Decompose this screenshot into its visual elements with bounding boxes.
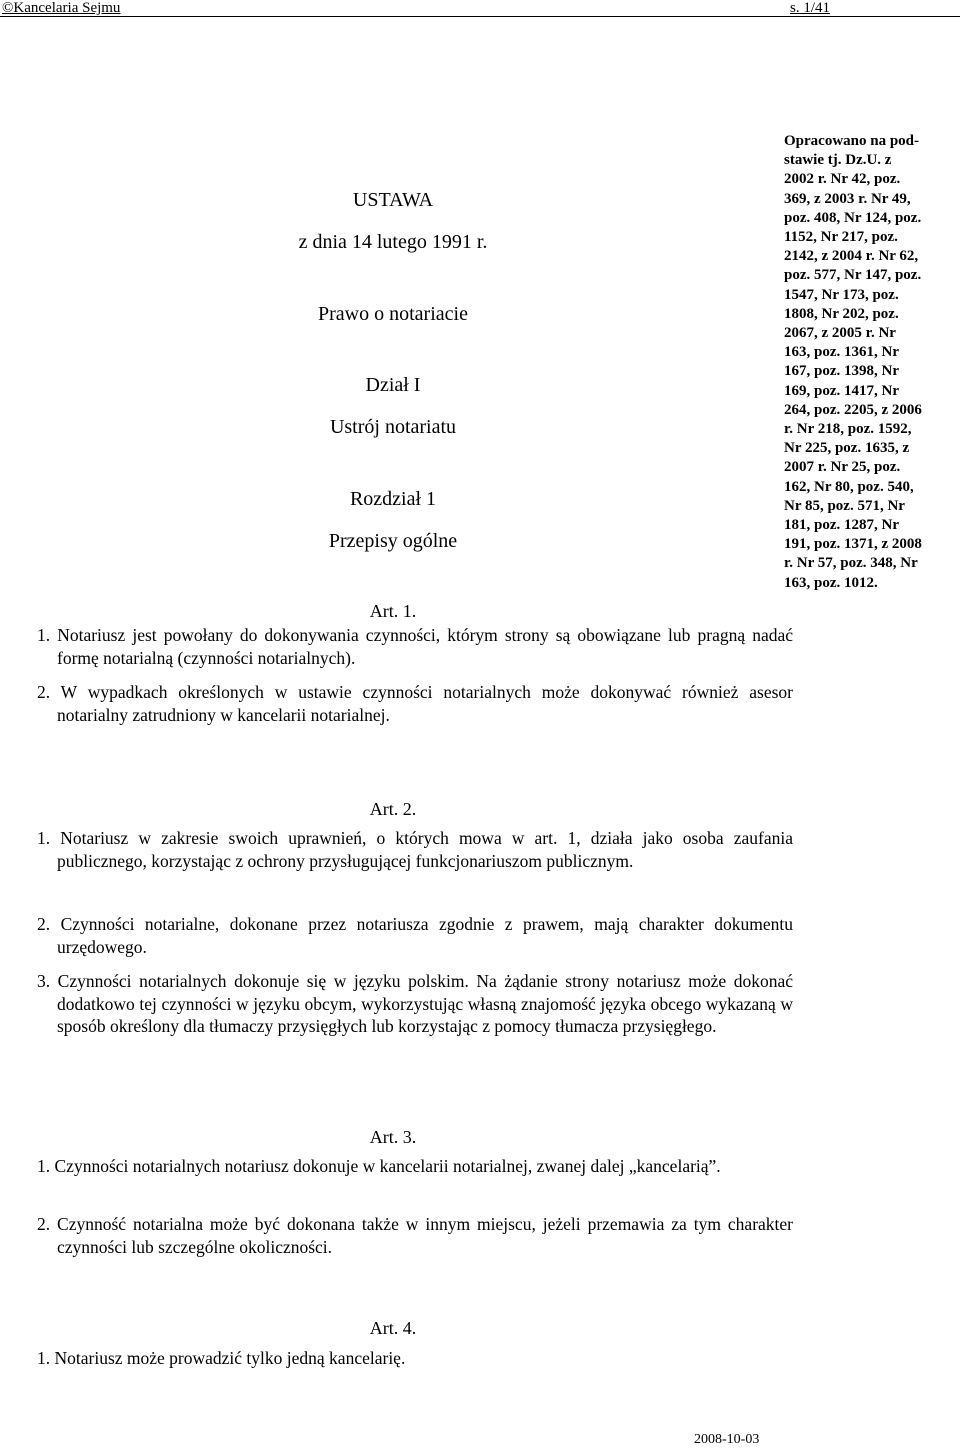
article-1-paragraph-2: 2. W wypadkach określonych w ustawie czynności notarialnych może dokonywać również asesor notarialny zatrudniony w kancelarii notarialnej. (37, 682, 793, 725)
article-4-heading: Art. 4. (369, 1318, 417, 1338)
note-line: 369, z 2003 r. Nr 49, (784, 190, 911, 207)
note-line: 1152, Nr 217, poz. (784, 229, 898, 246)
note-line: Nr 85, poz. 571, Nr (784, 497, 905, 514)
note-line: 2007 r. Nr 25, poz. (784, 459, 901, 476)
act-name: Prawo o notariacie (318, 303, 468, 325)
note-line: 264, poz. 2205, z 2006 (784, 401, 922, 418)
article-3-paragraph-2: 2. Czynność notarialna może być dokonana także w innym miejscu, jeżeli przemawia za tym charakter czynności lub szczególne okoliczności. (37, 1214, 793, 1257)
document-date: 2008-10-03 (694, 1432, 760, 1447)
note-line: poz. 408, Nr 124, poz. (784, 209, 922, 226)
note-line: r. Nr 57, poz. 348, Nr (784, 555, 918, 572)
note-line: 1547, Nr 173, poz. (784, 286, 899, 303)
note-line: 2067, z 2005 r. Nr (784, 325, 896, 342)
note-line: 167, poz. 1398, Nr (784, 363, 899, 380)
article-3-heading: Art. 3. (369, 1127, 417, 1147)
note-line: r. Nr 218, poz. 1592, (784, 421, 912, 438)
note-line: 181, poz. 1287, Nr (784, 517, 899, 534)
note-line: 163, poz. 1361, Nr (784, 344, 899, 361)
division-heading: Dział I (365, 374, 421, 396)
note-line: 1808, Nr 202, poz. (784, 305, 899, 322)
note-line: 2002 r. Nr 42, poz. (784, 171, 901, 188)
note-line: 163, poz. 1012. (784, 574, 878, 591)
note-line: stawie tj. Dz.U. z (784, 152, 892, 169)
article-3-paragraph-1: 1. Czynności notarialnych notariusz dokonuje w kancelarii notarialnej, zwanej dalej „kancelarią”. (37, 1156, 721, 1176)
note-line: 162, Nr 80, poz. 540, (784, 478, 914, 495)
header-rule (0, 16, 960, 17)
article-2-paragraph-3: 3. Czynności notarialnych dokonuje się w języku polskim. Na żądanie strony notariusz może dokonać dodatkowo tej czynności w języku obcym, wykorzystując własną znajomość języka obcego wykazaną w sposób określony dla tłumaczy przysięgłych lub korzystając z pomocy tłumacza przysięgłego. (37, 971, 793, 1036)
note-line: Nr 225, poz. 1635, z (784, 440, 910, 457)
note-line: 2142, z 2004 r. Nr 62, (784, 248, 919, 265)
act-date: z dnia 14 lutego 1991 r. (298, 231, 488, 253)
division-title: Ustrój notariatu (329, 416, 457, 438)
article-4-paragraph-1: 1. Notariusz może prowadzić tylko jedną kancelarię. (37, 1348, 406, 1368)
article-2-paragraph-1: 1. Notariusz w zakresie swoich uprawnień, o których mowa w art. 1, działa jako osoba zaufania publicznego, korzystając z ochrony przysługującej funkcjonariuszom publicznym. (37, 828, 793, 871)
article-1-paragraph-1: 1. Notariusz jest powołany do dokonywania czynności, którym strony są obowiązane lub pragną nadać formę notarialną (czynności notarialnych). (37, 625, 793, 668)
article-2-paragraph-2: 2. Czynności notarialne, dokonane przez notariusza zgodnie z prawem, mają charakter dokumentu urzędowego. (37, 914, 793, 957)
source-label: ©Kancelaria Sejmu (2, 0, 121, 16)
note-line: poz. 577, Nr 147, poz. (784, 267, 922, 284)
legal-basis-note (784, 132, 960, 593)
page-number: s. 1/41 (790, 0, 831, 16)
note-line: 191, poz. 1371, z 2008 (784, 536, 922, 553)
article-1-heading: Art. 1. (369, 601, 417, 621)
note-line: 169, poz. 1417, Nr (784, 382, 899, 399)
act-type: USTAWA (352, 189, 434, 211)
article-2-heading: Art. 2. (369, 799, 417, 819)
chapter-title: Przepisy ogólne (328, 530, 458, 552)
note-line: Opracowano na pod- (784, 133, 920, 149)
chapter-heading: Rozdział 1 (349, 488, 437, 510)
